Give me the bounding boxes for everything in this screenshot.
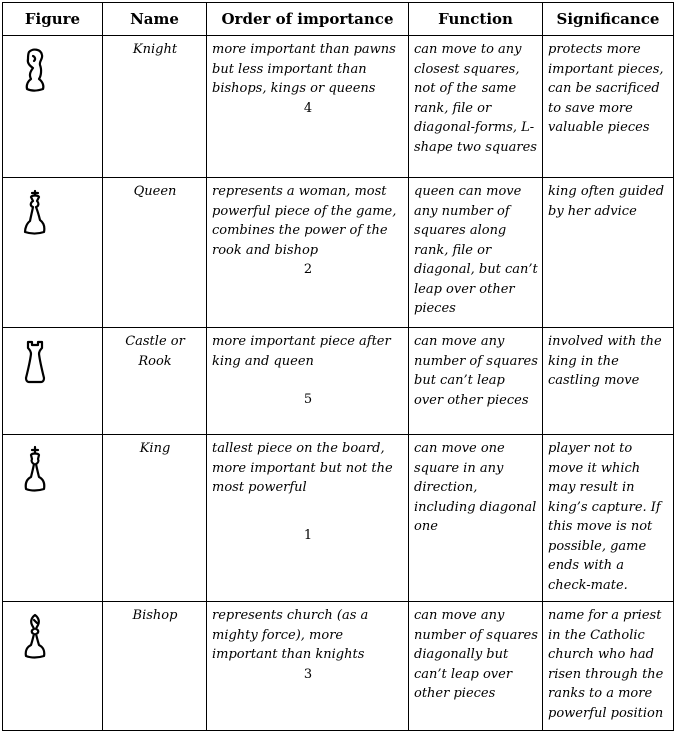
table-row-king: [3, 435, 674, 602]
importance-rank: 4: [303, 100, 313, 116]
significance-cell: name for a priest in the Catholic church who had risen through the ranks to a more powerful position: [543, 602, 674, 731]
significance-cell: king often guided by her advice: [543, 178, 674, 328]
significance-cell: player not to move it which may result in king’s capture. If this move is not possible, game ends with a check-mate.: [543, 435, 674, 602]
knight-icon: [21, 46, 49, 94]
figure-cell: [3, 178, 103, 328]
piece-name: Queen: [103, 178, 207, 328]
figure-cell: [3, 602, 103, 731]
order-text: represents church (as a mighty force), more important than knights: [212, 608, 369, 662]
function-cell: can move one square in any direction, including diagonal one: [409, 435, 543, 602]
importance-rank: 2: [303, 262, 313, 277]
figure-cell: [3, 435, 103, 602]
header-function: Function: [409, 3, 543, 36]
order-cell: [207, 328, 409, 435]
function-cell: queen can move any number of squares along rank, file or diagonal, but can’t leap over other pieces: [409, 178, 543, 328]
header-figure: Figure: [3, 3, 103, 36]
order-text: more important than pawns but less important than bishops, kings or queens: [212, 42, 396, 96]
importance-rank: 3: [303, 666, 313, 682]
significance-cell: protects more important pieces, can be sacrificed to save more valuable pieces: [543, 36, 674, 178]
order-text: more important piece after king and queen: [212, 334, 391, 369]
table-row-rook: [3, 328, 674, 435]
order-cell: [207, 178, 409, 328]
figure-cell: [3, 328, 103, 435]
header-row: [3, 3, 674, 36]
header-significance: Significance: [543, 3, 674, 36]
order-cell: [207, 602, 409, 731]
order-text: tallest piece on the board, more important but not the most powerful: [212, 441, 393, 495]
importance-rank: 5: [303, 392, 313, 407]
chess-pieces-table-container: [2, 2, 673, 738]
header-order: Order of importance: [207, 3, 409, 36]
rook-icon: [21, 338, 49, 386]
order-text: represents a woman, most powerful piece of the game, combines the power of the rook and bishop: [212, 184, 397, 258]
function-cell: can move any number of squares diagonally but can’t leap over other pieces: [409, 602, 543, 731]
table-row-bishop: [3, 602, 674, 731]
chess-pieces-table: [2, 2, 674, 731]
significance-cell: involved with the king in the castling move: [543, 328, 674, 435]
figure-cell: [3, 36, 103, 178]
order-cell: [207, 435, 409, 602]
order-cell: [207, 36, 409, 178]
function-cell: can move to any closest squares, not of the same rank, file or diagonal-forms, L-shape two squares: [409, 36, 543, 178]
header-name: Name: [103, 3, 207, 36]
queen-icon: [21, 188, 49, 236]
piece-name: King: [103, 435, 207, 602]
piece-name: Knight: [103, 36, 207, 178]
importance-rank: 1: [303, 527, 313, 543]
piece-name: Castle or Rook: [103, 328, 207, 435]
function-cell: can move any number of squares but can’t leap over other pieces: [409, 328, 543, 435]
bishop-icon: [21, 612, 49, 660]
table-row-queen: [3, 178, 674, 328]
table-row-knight: [3, 36, 674, 178]
king-icon: [21, 445, 49, 493]
piece-name: Bishop: [103, 602, 207, 731]
